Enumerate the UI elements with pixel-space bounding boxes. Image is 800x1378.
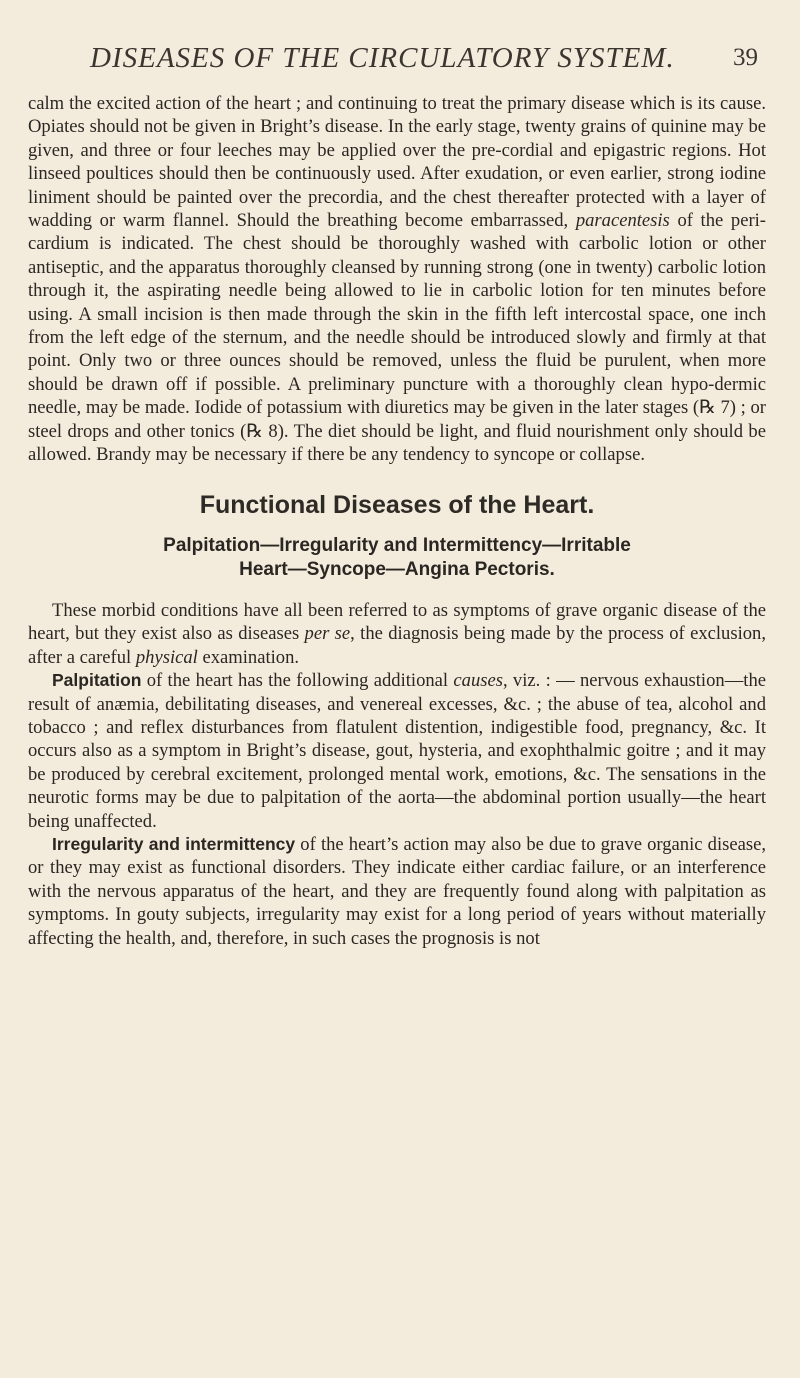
p3-italic-causes: causes — [453, 670, 503, 692]
body-text — [28, 92, 766, 950]
running-head — [0, 42, 800, 82]
paragraph-palpitation — [28, 669, 766, 833]
paragraph-continuation — [28, 92, 766, 467]
subheading-line-2: Heart—Syncope—Angina Pectoris. — [239, 558, 555, 580]
p2-text-e: examination. — [197, 646, 300, 668]
paragraph-irregularity — [28, 833, 766, 950]
term-irregularity: Irregularity and intermittency — [52, 833, 296, 854]
running-title: DISEASES OF THE CIRCULATORY SYSTEM. — [90, 42, 675, 74]
p1-italic-paracentesis: paracentesis — [575, 210, 670, 232]
term-palpitation: Palpitation — [52, 670, 142, 691]
section-heading: Functional Diseases of the Heart. — [199, 490, 595, 519]
p2-italic-per-se: per se — [304, 623, 351, 645]
p3-text-c: , viz. : — nervous exhaustion—the result of anæmia, debilitating diseases, and venereal excesses, &c. ; the abuse of tea, alcohol and tobacco ; and reflex disturbances from flatulent distention, indigestible food, pregnancy, &c. It occurs also as a symptom in Bright’s disease, gout, hysteria, and exophthalmic goitre ; and it may be produced by cerebral excitement, prolonged mental work, emotions, &c. The sensations in the neurotic forms may be due to palpitation of the aorta—the abdominal portion usually—the heart being unaffected. — [28, 670, 767, 832]
section-subheading — [28, 534, 766, 582]
p2-text-a: These morbid conditions have all been referred to as symptoms of grave organic disease of the heart, but they exist also as diseases — [28, 599, 766, 645]
p1-text-a: calm the excited action of the heart ; and continuing to treat the primary disease which is its cause. Opiates should not be given in Bright’s disease. In the early stage, twenty grains of quinine may be given, and three or four leeches may be applied over the pre-cordial and epigastric regions. Hot linseed poultices should then be continuously used. After exudation, or even earlier, strong iodine liniment should be painted over the precordia, and the chest thereafter protected with a layer of wadding or warm flannel. Should the breathing become embarrassed, — [28, 93, 766, 232]
p2-text-c: , the diagnosis being made by the process of exclusion, after a careful — [28, 623, 766, 668]
page-number: 39 — [733, 44, 758, 71]
p3-text-a: of the heart has the following additional — [141, 670, 454, 692]
subheading-line-1: Palpitation—Irregularity and Intermittency—Irritable — [163, 534, 631, 556]
paragraph-intro — [28, 599, 766, 669]
p1-text-c: of the peri-cardium is indicated. The chest should be thoroughly washed with carbolic lotion or other antiseptic, and the apparatus thoroughly cleansed by running strong (one in twenty) carbolic lotion through it, the aspirating needle being allowed to lie in carbolic lotion for ten minutes before using. A small incision is then made through the skin in the fifth left intercostal space, one inch from the left edge of the sternum, and the needle should be introduced slowly and firmly at that point. Only two or three ounces should be removed, unless the fluid be purulent, when more should be drawn off if possible. A preliminary puncture with a thoroughly clean hypo-dermic needle, may be made. Iodide of potassium with diuretics may be given in the later stages (℞ 7) ; or steel drops and other tonics (℞ 8). The diet should be light, and fluid nourishment only should be allowed. Brandy may be necessary if there be any tendency to syncope or collapse. — [28, 210, 767, 466]
p2-italic-physical: physical — [135, 646, 198, 668]
p4-text-a: of the heart’s action may also be due to grave organic disease, or they may exist as functional disorders. They indicate either cardiac failure, or an interference with the nervous apparatus of the heart, and they are frequently found along with palpitation as symptoms. In gouty subjects, irregularity may exist for a long period of years without materially affecting the health, and, therefore, in such cases the prognosis is not — [28, 833, 766, 949]
